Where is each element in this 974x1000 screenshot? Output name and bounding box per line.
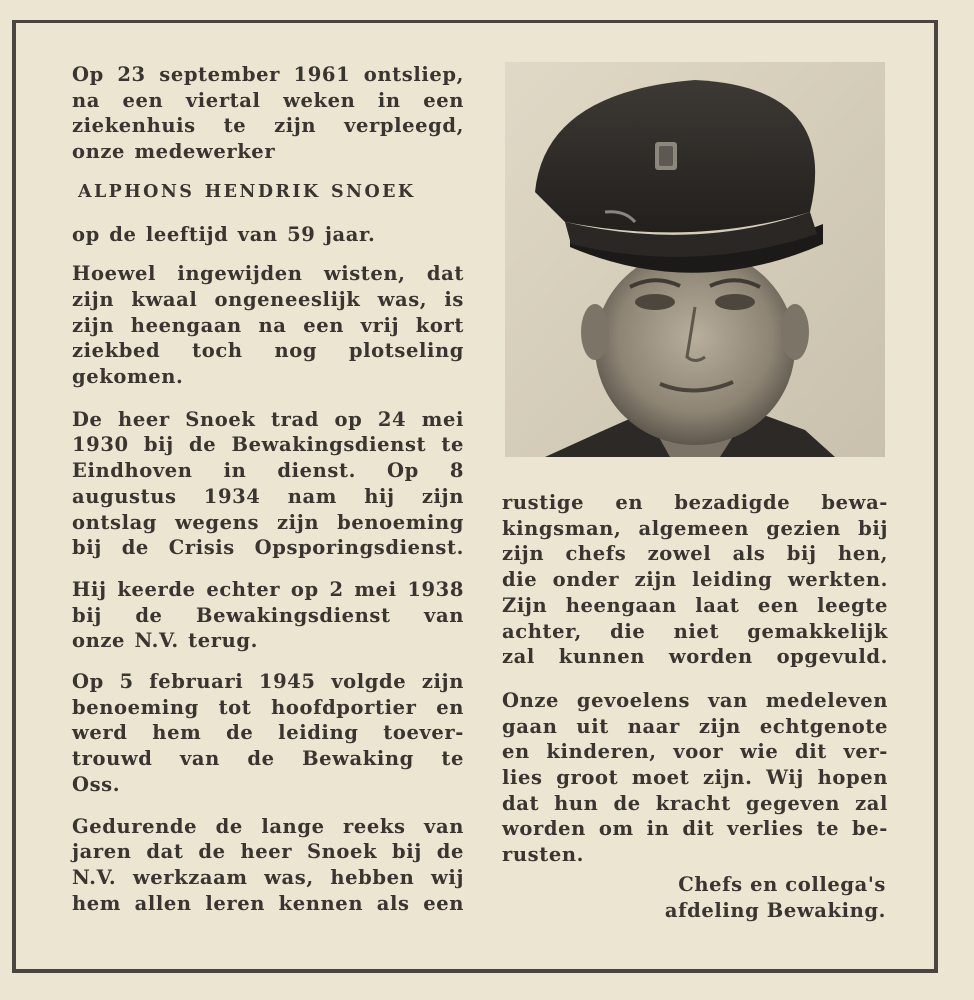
right-column xyxy=(502,490,888,868)
condolence-paragraph: Onze gevoelens van medeleven gaan uit naar zijn echtgenote en kinderen, voor wie dit ver- lies groot moet zijn. Wij hopen dat hun de kracht gegeven zal worden om in dit verlies te be- rusten. xyxy=(502,688,888,867)
illness-paragraph: Hoewel ingewijden wisten, dat zijn kwaal ongeneeslijk was, is zijn heengaan na een vrij kort ziekbed toch nog plotseling gekomen. xyxy=(72,262,464,389)
portrait-photo xyxy=(505,62,885,457)
signature-line-1: Chefs en collega's xyxy=(678,873,886,896)
opening-paragraph: Op 23 september 1961 ontsliep, na een viertal weken in een ziekenhuis te zijn verpleegd, onze medewerker xyxy=(72,63,464,164)
promotion-paragraph: Op 5 februari 1945 volgde zijn benoeming tot hoofdportier en werd hem de leiding toever- trouwd van de Bewaking te Oss. xyxy=(72,670,464,796)
return-paragraph: Hij keerde echter op 2 mei 1938 bij de Bewakingsdienst van onze N.V. terug. xyxy=(72,577,464,653)
signature xyxy=(665,872,886,923)
signature-line-2: afdeling Bewaking. xyxy=(664,898,886,922)
tribute-paragraph: Gedurende de lange reeks van jaren dat de heer Snoek bij de N.V. werkzaam was, hebben wij hem allen leren kennen als een xyxy=(72,814,464,915)
left-column xyxy=(72,62,464,916)
character-paragraph: rustige en bezadigde bewa- kingsman, algemeen gezien bij zijn chefs zowel als bij hen, die onder zijn leiding werkten. Zijn heengaan laat een leegte achter, die niet gemakkelijk zal kunnen worden opgevuld. xyxy=(502,491,888,669)
career-paragraph: De heer Snoek trad op 24 mei 1930 bij de Bewakingsdienst te Eindhoven in dienst. Op 8 augustus 1934 nam hij zijn ontslag wegens zijn benoeming bij de Crisis Opsporingsdienst. xyxy=(72,407,464,560)
age-paragraph: op de leeftijd van 59 jaar. xyxy=(72,222,376,246)
deceased-name: ALPHONS HENDRIK SNOEK xyxy=(78,181,416,202)
